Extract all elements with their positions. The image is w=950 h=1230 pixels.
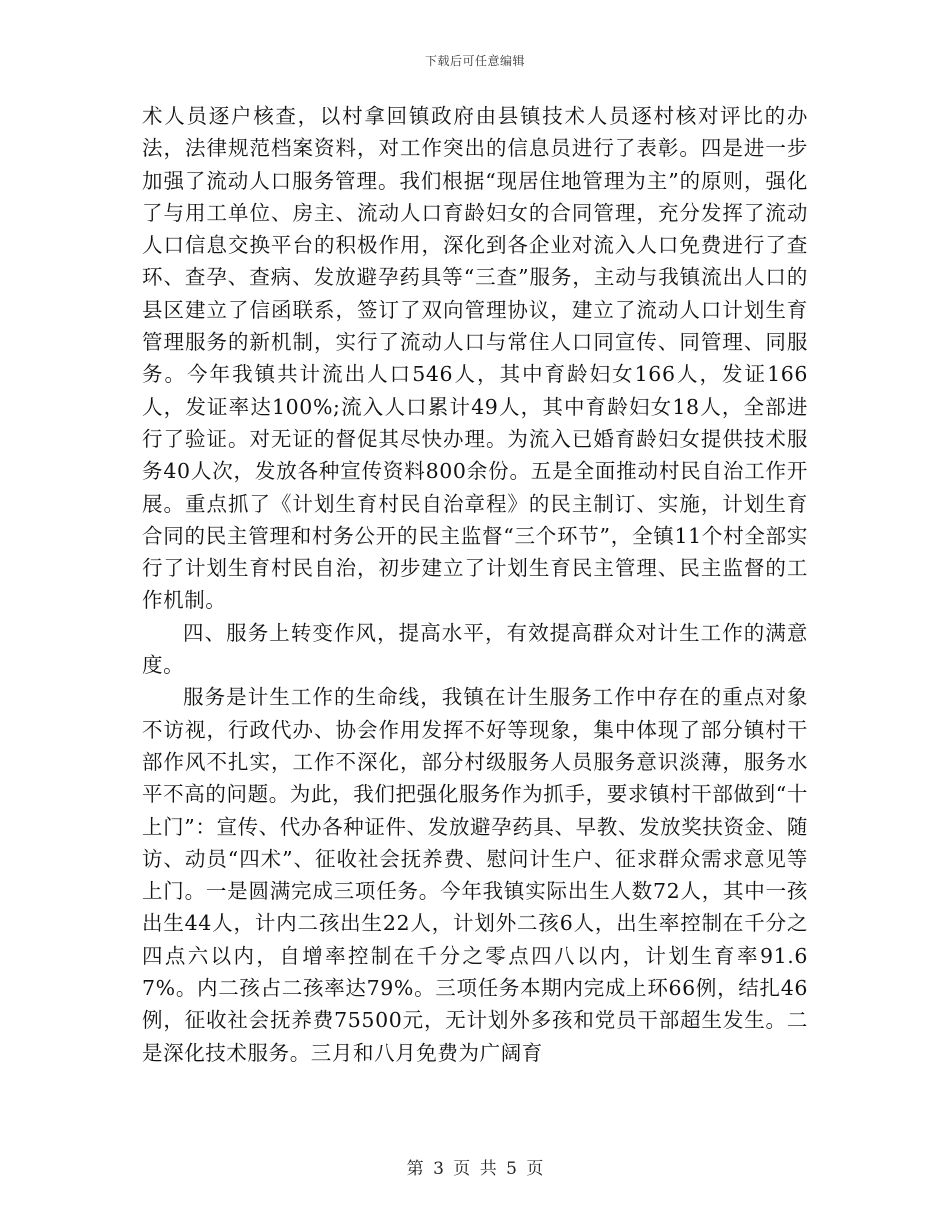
body-paragraph: 服务是计生工作的生命线，我镇在计生服务工作中存在的重点对象不访视，行政代办、协会作用发挥不好等现象，集中体现了部分镇村干部作风不扎实，工作不深化，部分村级服务人员服务意识淡薄，服务水平不高的问题。为此，我们把强化服务作为抓手，要求镇村干部做到“十上门”：宣传、代办各种证件、发放避孕药具、早教、发放奖扶资金、随访、动员“四术”、征收社会抚养费、慰问计生户、征求群众需求意见等上门。一是圆满完成三项任务。今年我镇实际出生人数72人，其中一孩出生44人，计内二孩出生22人，计划外二孩6人，出生率控制在千分之四点六以内，自增率控制在千分之零点四八以内，计划生育率91.67%。内二孩占二孩率达79%。三项任务本期内完成上环66例，结扎46例，征收社会抚养费75500元，无计划外多孩和党员干部超生发生。二是深化技术服务。三月和八月免费为广阔育 xyxy=(142,685,808,1065)
document-body xyxy=(142,100,808,1069)
page-number: 第 3 页 共 5 页 xyxy=(406,1159,544,1179)
section-heading: 四、服务上转变作风，提高水平，有效提高群众对计生工作的满意度。 xyxy=(142,620,808,678)
body-paragraph: 术人员逐户核查，以村拿回镇政府由县镇技术人员逐村核对评比的办法，法律规范档案资料，对工作突出的信息员进行了表彰。四是进一步加强了流动人口服务管理。我们根据“现居住地管理为主”的原则，强化了与用工单位、房主、流动人口育龄妇女的合同管理，充分发挥了流动人口信息交换平台的积极作用，深化到各企业对流入人口免费进行了查环、查孕、查病、发放避孕药具等“三查”服务，主动与我镇流出人口的县区建立了信函联系，签订了双向管理协议，建立了流动人口计划生育管理服务的新机制，实行了流动人口与常住人口同宣传、同管理、同服务。今年我镇共计流出人口546人，其中育龄妇女166人，发证166人，发证率达100%;流入人口累计49人，其中育龄妇女18人，全部进行了验证。对无证的督促其尽快办理。为流入已婚育龄妇女提供技术服务40人次，发放各种宣传资料800余份。五是全面推动村民自治工作开展。重点抓了《计划生育村民自治章程》的民主制订、实施，计划生育合同的民主管理和村务公开的民主监督“三个环节”，全镇11个村全部实行了计划生育村民自治，初步建立了计划生育民主管理、民主监督的工作机制。 xyxy=(142,104,809,613)
page-header-note: 下载后可任意编辑 xyxy=(424,54,525,68)
